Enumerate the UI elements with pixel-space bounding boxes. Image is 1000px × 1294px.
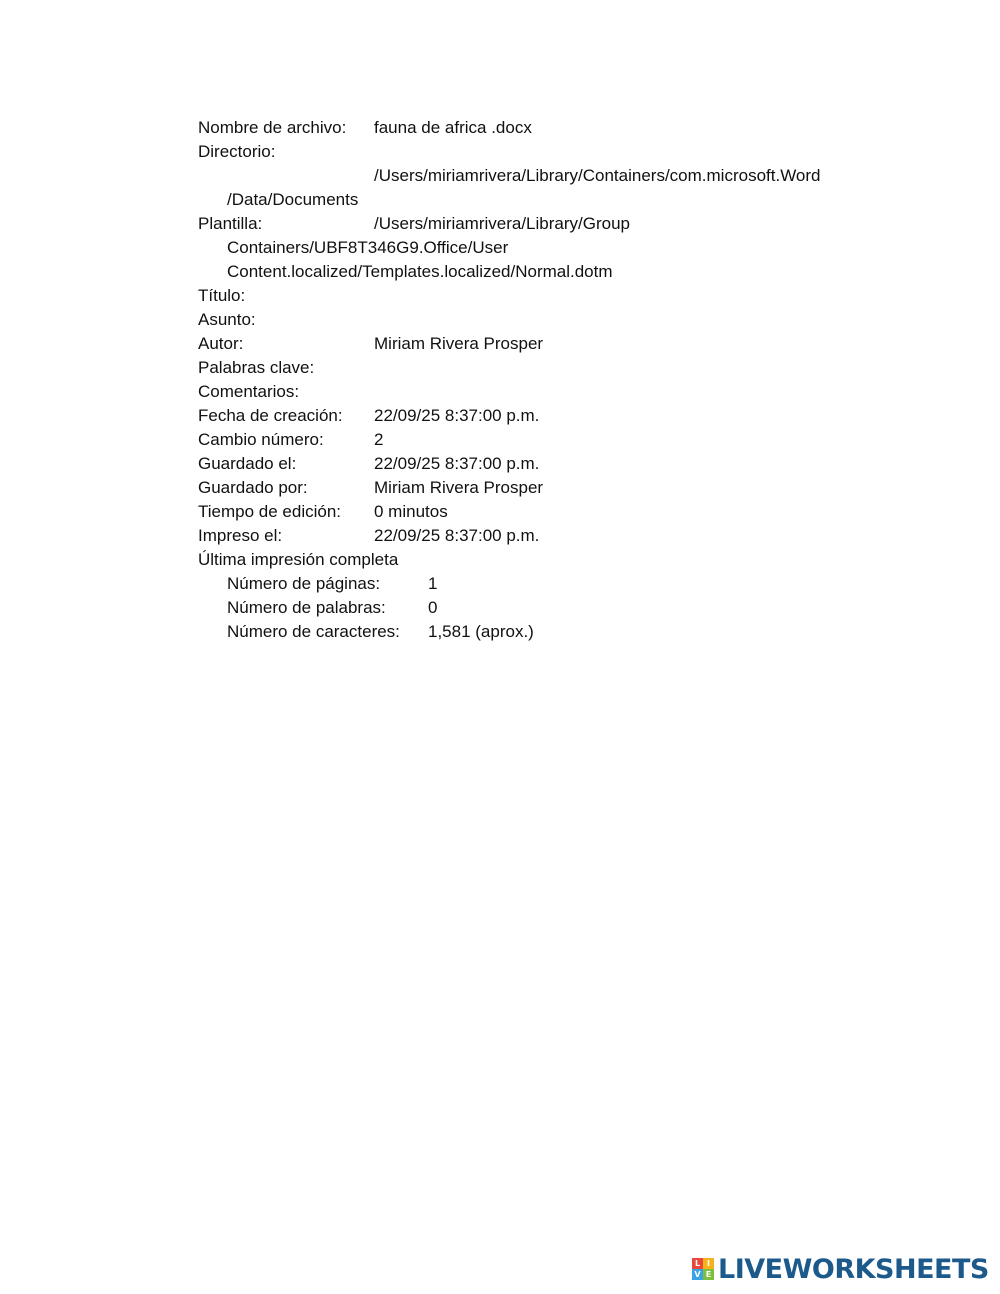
pages-label: Número de páginas:	[227, 574, 381, 593]
edit-time-value: 0 minutos	[374, 502, 448, 521]
chars-label: Número de caracteres:	[227, 622, 400, 641]
subject-row	[198, 308, 878, 332]
saved-value: 22/09/25 8:37:00 p.m.	[374, 454, 540, 473]
words-row	[198, 596, 878, 620]
comments-row	[198, 380, 878, 404]
saved-row	[198, 452, 878, 476]
keywords-row	[198, 356, 878, 380]
title-row	[198, 284, 878, 308]
revision-row	[198, 428, 878, 452]
revision-value: 2	[374, 430, 384, 449]
saved-label: Guardado el:	[198, 454, 297, 473]
liveworksheets-brand	[692, 1254, 989, 1284]
saved-by-label: Guardado por:	[198, 478, 308, 497]
last-print-row	[198, 548, 878, 572]
directory-value-line2: /Data/Documents	[227, 190, 359, 209]
printed-value: 22/09/25 8:37:00 p.m.	[374, 526, 540, 545]
created-value: 22/09/25 8:37:00 p.m.	[374, 406, 540, 425]
author-value: Miriam Rivera Prosper	[374, 334, 544, 353]
author-label: Autor:	[198, 334, 244, 353]
chars-row	[198, 620, 878, 644]
words-label: Número de palabras:	[227, 598, 386, 617]
created-label: Fecha de creación:	[198, 406, 343, 425]
printed-row	[198, 524, 878, 548]
pages-value: 1	[428, 574, 438, 593]
revision-label: Cambio número:	[198, 430, 324, 449]
template-value-line3: Content.localized/Templates.localized/Normal.dotm	[227, 262, 613, 281]
template-continuation-row-2	[198, 260, 878, 284]
filename-row	[198, 116, 878, 140]
author-row	[198, 332, 878, 356]
saved-by-value: Miriam Rivera Prosper	[374, 478, 544, 497]
template-row	[198, 212, 878, 236]
document-properties	[198, 116, 878, 644]
created-row	[198, 404, 878, 428]
liveworksheets-logo-icon	[692, 1258, 714, 1280]
directory-continuation-row	[198, 188, 878, 212]
directory-value-row	[198, 164, 878, 188]
comments-label: Comentarios:	[198, 382, 300, 401]
logo-letter-e: E	[703, 1269, 714, 1280]
directory-row	[198, 140, 878, 164]
template-continuation-row-1	[198, 236, 878, 260]
printed-label: Impreso el:	[198, 526, 283, 545]
title-label: Título:	[198, 286, 246, 305]
subject-label: Asunto:	[198, 310, 256, 329]
saved-by-row	[198, 476, 878, 500]
keywords-label: Palabras clave:	[198, 358, 315, 377]
template-value-line1: /Users/miriamrivera/Library/Group	[374, 214, 630, 233]
edit-time-label: Tiempo de edición:	[198, 502, 342, 521]
pages-row	[198, 572, 878, 596]
filename-label: Nombre de archivo:	[198, 118, 347, 137]
filename-value: fauna de africa .docx	[374, 118, 532, 137]
chars-value: 1,581 (aprox.)	[428, 622, 534, 641]
words-value: 0	[428, 598, 438, 617]
template-value-line2: Containers/UBF8T346G9.Office/User	[227, 238, 509, 257]
directory-label: Directorio:	[198, 142, 276, 161]
directory-value-line1: /Users/miriamrivera/Library/Containers/com.microsoft.Word	[374, 166, 821, 185]
logo-letter-v: V	[692, 1269, 703, 1280]
logo-letter-i: I	[703, 1258, 714, 1269]
liveworksheets-wordmark: LIVEWORKSHEETS	[718, 1253, 989, 1285]
edit-time-row	[198, 500, 878, 524]
logo-letter-l: L	[692, 1258, 703, 1269]
template-label: Plantilla:	[198, 214, 263, 233]
last-print-label: Última impresión completa	[198, 550, 399, 569]
